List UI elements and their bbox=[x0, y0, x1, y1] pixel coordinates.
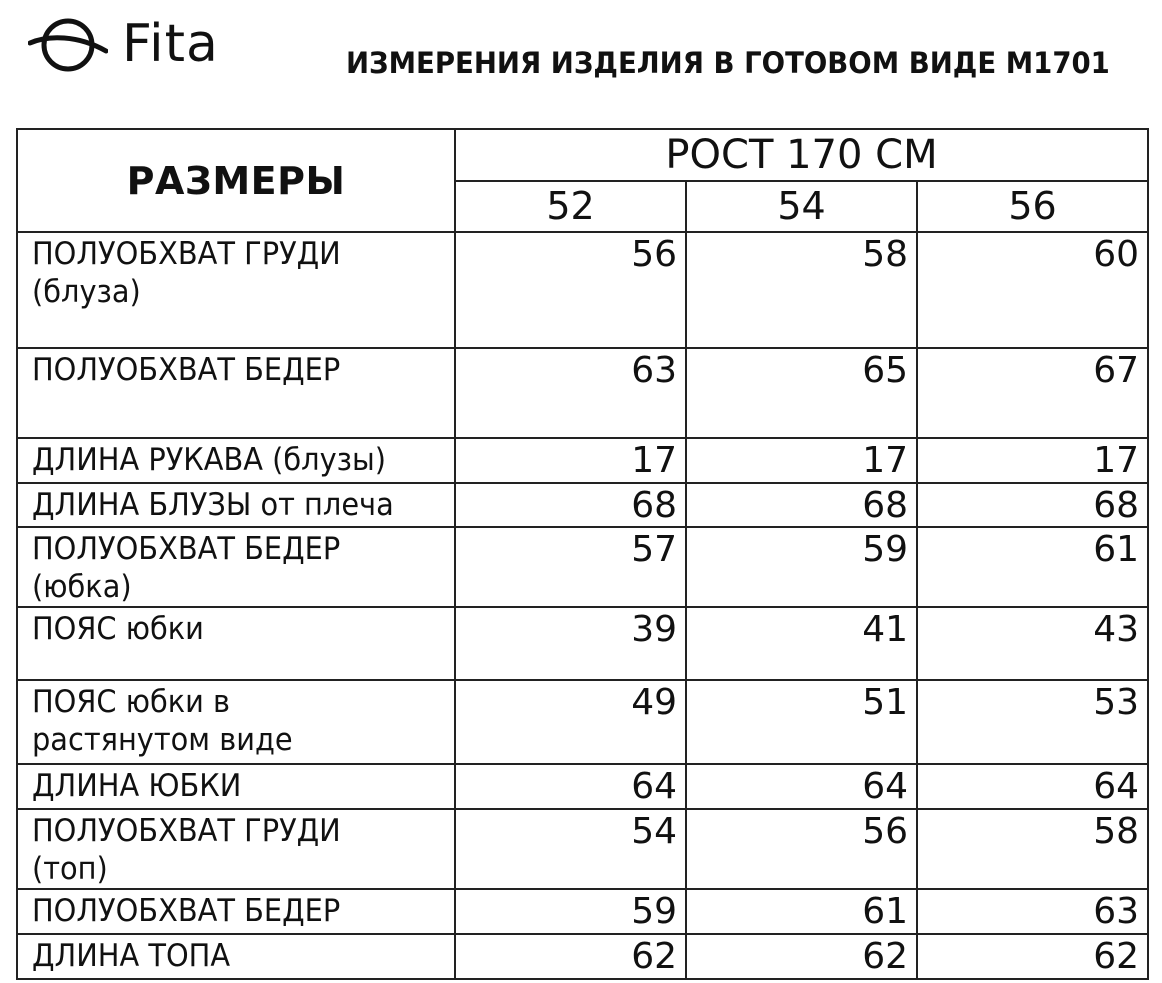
row-value-size-52: 62 bbox=[455, 934, 686, 979]
table-row bbox=[17, 232, 1148, 348]
row-value-size-56: 53 bbox=[917, 680, 1148, 764]
table-row bbox=[17, 438, 1148, 483]
row-label bbox=[17, 232, 455, 348]
table-row bbox=[17, 764, 1148, 809]
row-label bbox=[17, 438, 455, 483]
row-label bbox=[17, 934, 455, 979]
row-value-size-52: 59 bbox=[455, 889, 686, 934]
row-label bbox=[17, 607, 455, 680]
row-label bbox=[17, 527, 455, 607]
row-value-size-54: 17 bbox=[686, 438, 917, 483]
row-value-size-54: 68 bbox=[686, 483, 917, 527]
row-label-text: ПОЛУОБХВАТ ГРУДИ (блуза) bbox=[32, 236, 341, 310]
row-label-text: ПОЯС юбки в растянутом виде bbox=[32, 684, 293, 758]
row-value-size-54: 58 bbox=[686, 232, 917, 348]
row-value-size-52: 54 bbox=[455, 809, 686, 889]
row-value-size-54: 41 bbox=[686, 607, 917, 680]
logo-text: Fita bbox=[122, 14, 219, 74]
sizes-header: РАЗМЕРЫ bbox=[17, 129, 455, 232]
row-value-size-54: 64 bbox=[686, 764, 917, 809]
table-body bbox=[17, 232, 1148, 979]
row-label-text: ДЛИНА ТОПА bbox=[32, 938, 231, 974]
row-value-size-52: 64 bbox=[455, 764, 686, 809]
row-value-size-52: 49 bbox=[455, 680, 686, 764]
row-label-text: ПОЛУОБХВАТ БЕДЕР (юбка) bbox=[32, 531, 341, 605]
table-row bbox=[17, 348, 1148, 438]
document-title: ИЗМЕРЕНИЯ ИЗДЕЛИЯ В ГОТОВОМ ВИДЕ М1701 bbox=[346, 46, 1110, 80]
row-label-text: ПОЛУОБХВАТ БЕДЕР bbox=[32, 352, 341, 388]
row-label-text: ПОЛУОБХВАТ БЕДЕР bbox=[32, 893, 341, 929]
brand-logo bbox=[28, 8, 219, 80]
row-label-text: ПОЛУОБХВАТ ГРУДИ (топ) bbox=[32, 813, 341, 887]
fita-logo-icon bbox=[28, 15, 108, 73]
row-value-size-54: 65 bbox=[686, 348, 917, 438]
row-label-text: ДЛИНА БЛУЗЫ от плеча bbox=[32, 487, 394, 523]
row-label bbox=[17, 680, 455, 764]
table-row bbox=[17, 527, 1148, 607]
row-value-size-52: 57 bbox=[455, 527, 686, 607]
row-value-size-52: 63 bbox=[455, 348, 686, 438]
row-value-size-56: 63 bbox=[917, 889, 1148, 934]
table-row bbox=[17, 934, 1148, 979]
row-value-size-52: 56 bbox=[455, 232, 686, 348]
row-label-text: ДЛИНА РУКАВА (блузы) bbox=[32, 442, 387, 478]
row-label-text: ПОЯС юбки bbox=[32, 611, 204, 647]
measurements-table bbox=[16, 128, 1149, 980]
size-header-56: 56 bbox=[917, 181, 1148, 232]
row-value-size-54: 62 bbox=[686, 934, 917, 979]
row-value-size-56: 58 bbox=[917, 809, 1148, 889]
table-row bbox=[17, 809, 1148, 889]
row-value-size-56: 60 bbox=[917, 232, 1148, 348]
size-header-54: 54 bbox=[686, 181, 917, 232]
row-label bbox=[17, 348, 455, 438]
row-value-size-54: 61 bbox=[686, 889, 917, 934]
row-value-size-54: 51 bbox=[686, 680, 917, 764]
table-row bbox=[17, 889, 1148, 934]
row-value-size-56: 67 bbox=[917, 348, 1148, 438]
row-label bbox=[17, 764, 455, 809]
table-header-row-height bbox=[17, 129, 1148, 181]
table-row bbox=[17, 607, 1148, 680]
table-row bbox=[17, 483, 1148, 527]
row-value-size-56: 62 bbox=[917, 934, 1148, 979]
row-value-size-54: 59 bbox=[686, 527, 917, 607]
row-value-size-56: 68 bbox=[917, 483, 1148, 527]
row-label bbox=[17, 483, 455, 527]
row-value-size-52: 17 bbox=[455, 438, 686, 483]
row-value-size-52: 68 bbox=[455, 483, 686, 527]
row-value-size-56: 61 bbox=[917, 527, 1148, 607]
row-value-size-56: 17 bbox=[917, 438, 1148, 483]
row-value-size-52: 39 bbox=[455, 607, 686, 680]
row-label-text: ДЛИНА ЮБКИ bbox=[32, 768, 242, 804]
table-row bbox=[17, 680, 1148, 764]
row-value-size-56: 43 bbox=[917, 607, 1148, 680]
row-value-size-56: 64 bbox=[917, 764, 1148, 809]
height-header: РОСТ 170 СМ bbox=[455, 129, 1148, 181]
row-label bbox=[17, 809, 455, 889]
size-header-52: 52 bbox=[455, 181, 686, 232]
row-value-size-54: 56 bbox=[686, 809, 917, 889]
row-label bbox=[17, 889, 455, 934]
